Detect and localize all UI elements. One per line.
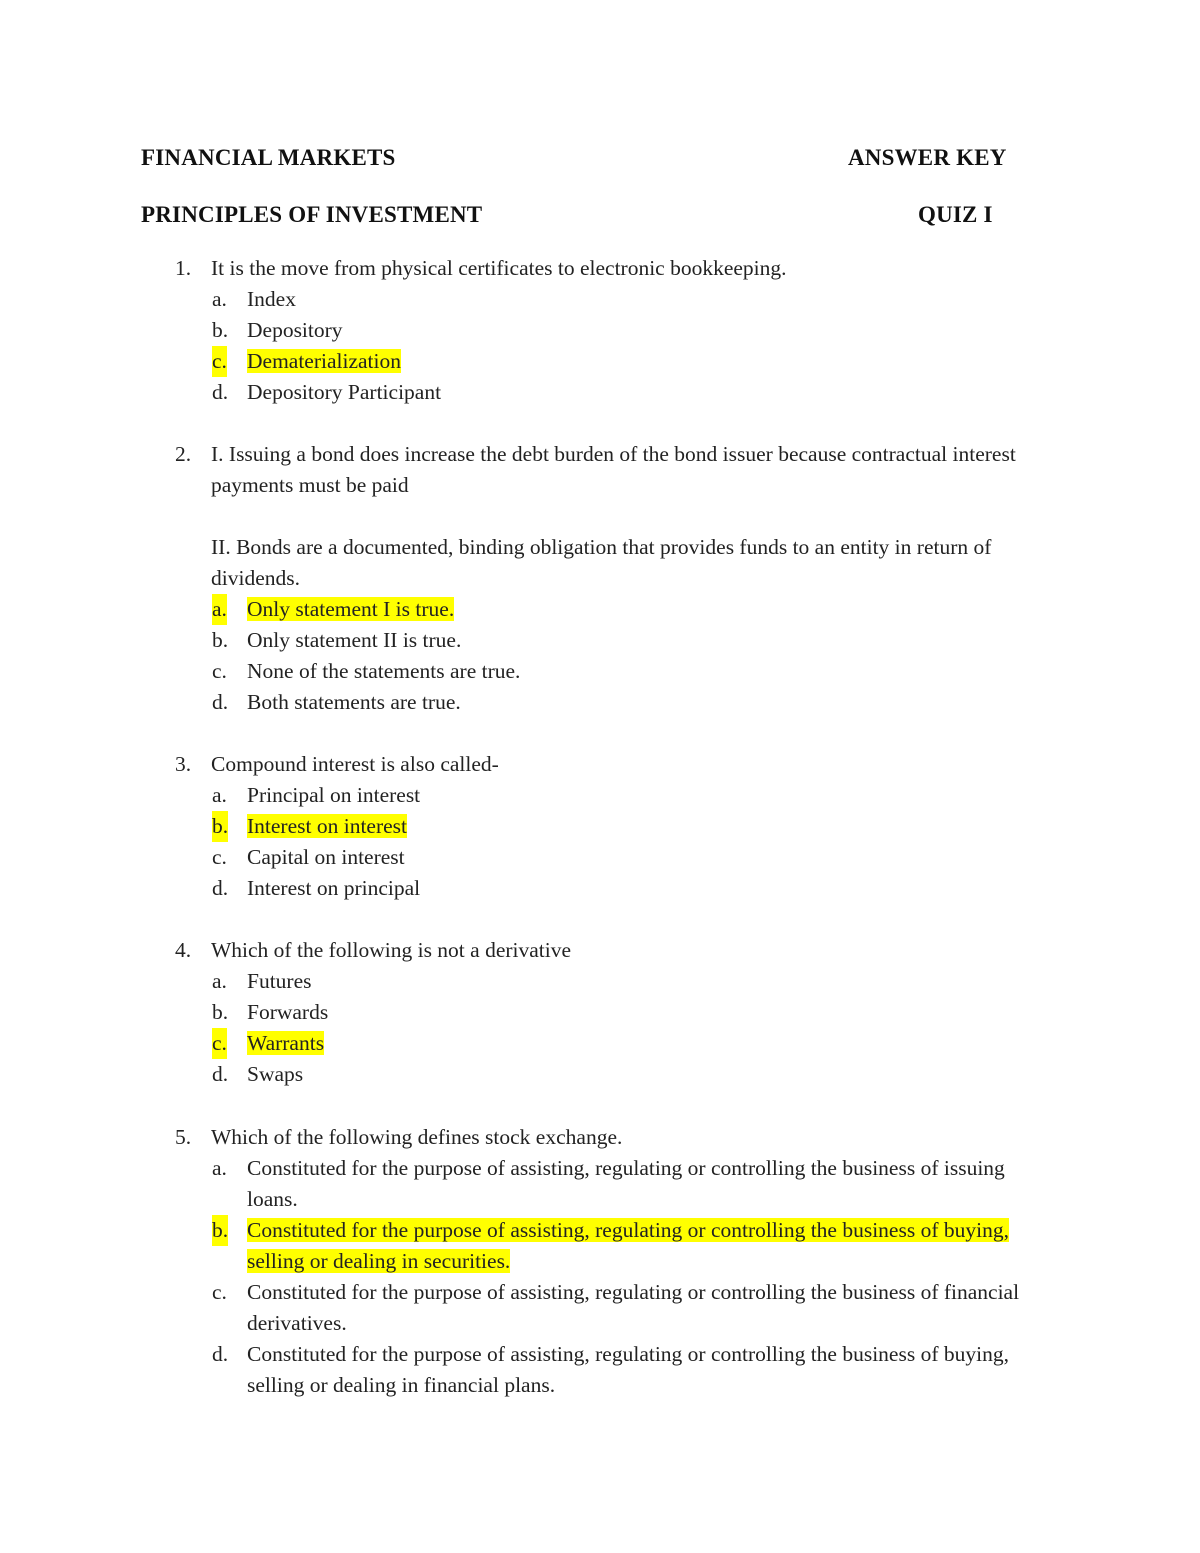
option-c-answer [175,346,1055,377]
option-text: Swaps [247,1062,304,1086]
statement-two: II. Bonds are a documented, binding obligation that provides funds to an entity in return of dividends. [211,535,992,590]
question-text: Which of the following defines stock exchange. [211,1125,623,1149]
quiz-label: QUIZ I [918,202,993,227]
answer-highlight: Warrants [247,1031,325,1055]
option-text: Index [247,287,296,311]
option-c [175,656,1055,687]
question-text: It is the move from physical certificates to electronic bookkeeping. [211,256,787,280]
option-text: Constituted for the purpose of assisting, regulating or controlling the business of buying, selling or dealing in financial plans. [247,1342,1009,1397]
question-5 [175,1122,1055,1401]
option-letter: a. [212,1156,227,1180]
option-letter: c. [212,346,227,377]
question-stem [175,749,1055,780]
option-letter: a. [212,969,227,993]
question-number: 5. [175,1125,192,1149]
answer-highlight: Interest on interest [247,814,408,838]
option-letter: c. [212,659,227,683]
option-text: Futures [247,969,312,993]
option-letter: d. [212,876,229,900]
option-b-answer [175,811,1055,842]
answer-highlight: Only statement I is true. [247,597,455,621]
option-d [175,873,1055,904]
question-text: Compound interest is also called- [211,752,499,776]
question-number: 1. [175,256,192,280]
option-letter: b. [212,318,229,342]
option-d [175,687,1055,718]
question-number: 3. [175,752,192,776]
option-a [175,780,1055,811]
option-text: Constituted for the purpose of assisting, regulating or controlling the business of financial derivatives. [247,1280,1020,1335]
option-letter: d. [212,1342,229,1366]
option-b [175,315,1055,346]
option-d [175,377,1055,408]
option-text: Depository Participant [247,380,442,404]
option-a [175,284,1055,315]
option-letter: a. [212,594,227,625]
option-letter: a. [212,783,227,807]
option-letter: b. [212,1000,229,1024]
option-text: Both statements are true. [247,690,461,714]
question-2 [175,439,1055,718]
question-text: Which of the following is not a derivative [211,938,572,962]
question-4 [175,935,1055,1090]
option-d [175,1059,1055,1090]
question-1 [175,253,1055,408]
question-stem [175,439,1055,594]
answer-highlight: Dematerialization [247,349,402,373]
option-text: Constituted for the purpose of assisting, regulating or controlling the business of issuing loans. [247,1156,1005,1211]
option-d [175,1339,1055,1401]
option-letter: d. [212,690,229,714]
option-b [175,625,1055,656]
question-number: 2. [175,442,192,466]
option-letter: c. [212,1028,227,1059]
option-letter: d. [212,380,229,404]
question-stem [175,935,1055,966]
option-text: None of the statements are true. [247,659,521,683]
option-letter: c. [212,845,227,869]
option-a-answer [175,594,1055,625]
doc-type-label: ANSWER KEY [848,145,1007,170]
option-text: Principal on interest [247,783,421,807]
question-stem [175,1122,1055,1153]
question-number: 4. [175,938,192,962]
answer-highlight: Constituted for the purpose of assisting, regulating or controlling the business of buying, selling or dealing in securities. [247,1218,1009,1273]
option-a [175,966,1055,997]
question-3 [175,749,1055,904]
option-text: Forwards [247,1000,329,1024]
option-letter: b. [212,628,229,652]
course-title: FINANCIAL MARKETS [141,145,396,170]
option-b-answer [175,1215,1055,1277]
option-c [175,1277,1055,1339]
option-letter: b. [212,1215,228,1246]
option-b [175,997,1055,1028]
option-a [175,1153,1055,1215]
question-stem [175,253,1055,284]
option-text: Interest on principal [247,876,421,900]
option-letter: c. [212,1280,227,1304]
option-text: Capital on interest [247,845,405,869]
option-letter: d. [212,1062,229,1086]
subject-title: PRINCIPLES OF INVESTMENT [141,202,483,227]
option-text: Only statement II is true. [247,628,462,652]
option-letter: a. [212,287,227,311]
statement-one: I. Issuing a bond does increase the debt burden of the bond issuer because contractual interest payments must be paid [211,442,1016,497]
option-text: Depository [247,318,343,342]
option-c [175,842,1055,873]
option-c-answer [175,1028,1055,1059]
option-letter: b. [212,811,228,842]
